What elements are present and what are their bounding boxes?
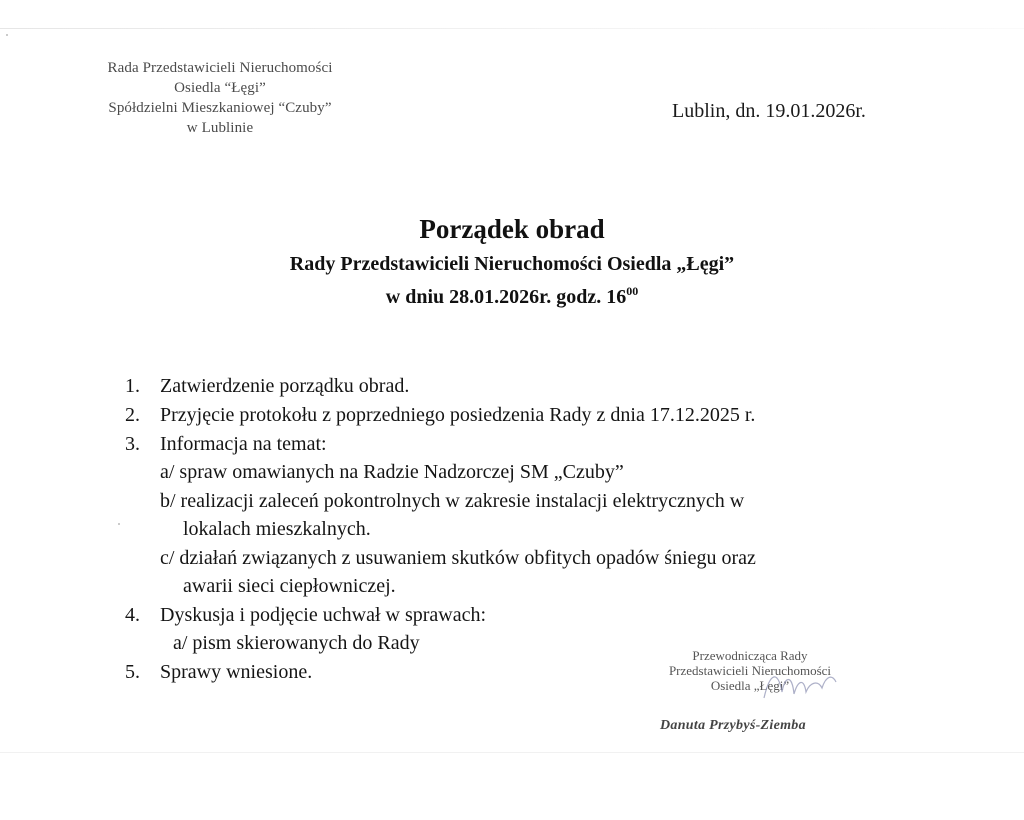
scan-bottom-edge bbox=[0, 752, 1024, 753]
agenda-subitem-text: a/ pism skierowanych do Rady bbox=[173, 632, 420, 654]
agenda-subitem-text: b/ realizacji zaleceń pokontrolnych w zakresie instalacji elektrycznych w bbox=[160, 490, 745, 512]
agenda-text: Zatwierdzenie porządku obrad. bbox=[160, 375, 410, 397]
document-date: Lublin, dn. 19.01.2026r. bbox=[672, 100, 866, 122]
scan-top-edge bbox=[0, 28, 1024, 29]
agenda-number: 2. bbox=[125, 404, 140, 426]
header-stamp bbox=[70, 58, 370, 138]
document-title: Porządek obrad bbox=[419, 214, 605, 244]
stamp-line: Spółdzielni Mieszkaniowej “Czuby” bbox=[108, 100, 332, 116]
meeting-datetime bbox=[0, 284, 1024, 309]
agenda-subitem-text: c/ działań związanych z usuwaniem skutków obfitych opadów śniegu oraz bbox=[160, 547, 756, 569]
stamp-line: Osiedla “Łęgi” bbox=[174, 80, 266, 96]
agenda-number: 3. bbox=[125, 433, 140, 455]
agenda-text: Informacja na temat: bbox=[160, 433, 327, 455]
stamp-line: Rada Przedstawicieli Nieruchomości bbox=[107, 60, 333, 76]
signature-stamp-line: Przedstawicieli Nieruchomości bbox=[668, 663, 832, 678]
stamp-line: w Lublinie bbox=[186, 120, 254, 136]
agenda-subitem-text: awarii sieci ciepłowniczej. bbox=[183, 575, 396, 597]
agenda-number: 5. bbox=[125, 661, 140, 683]
agenda-number: 4. bbox=[125, 604, 140, 626]
agenda-subitem-text: lokalach mieszkalnych. bbox=[183, 518, 371, 540]
signature-stamp-line: Osiedla „Łęgi” bbox=[710, 678, 790, 693]
agenda-text: Przyjęcie protokołu z poprzedniego posiedzenia Rady z dnia 17.12.2025 r. bbox=[160, 404, 756, 426]
agenda-text: Dyskusja i podjęcie uchwał w sprawach: bbox=[160, 604, 487, 626]
signatory-name: Danuta Przybyś-Ziemba bbox=[660, 718, 806, 733]
meeting-time-minutes: 00 bbox=[626, 284, 639, 298]
handwritten-signature bbox=[760, 662, 840, 706]
signature-stamp-line: Przewodnicząca Rady bbox=[692, 648, 808, 663]
meeting-datetime-text: w dniu 28.01.2026r. godz. 16 bbox=[385, 286, 627, 308]
agenda-number: 1. bbox=[125, 375, 140, 397]
document-subtitle: Rady Przedstawicieli Nieruchomości Osiedla „Łęgi” bbox=[289, 253, 735, 275]
agenda-text: Sprawy wniesione. bbox=[160, 661, 313, 683]
scan-speck bbox=[118, 523, 120, 525]
scan-speck bbox=[6, 34, 8, 36]
agenda-subitem-text: a/ spraw omawianych na Radzie Nadzorczej SM „Czuby” bbox=[160, 461, 624, 483]
